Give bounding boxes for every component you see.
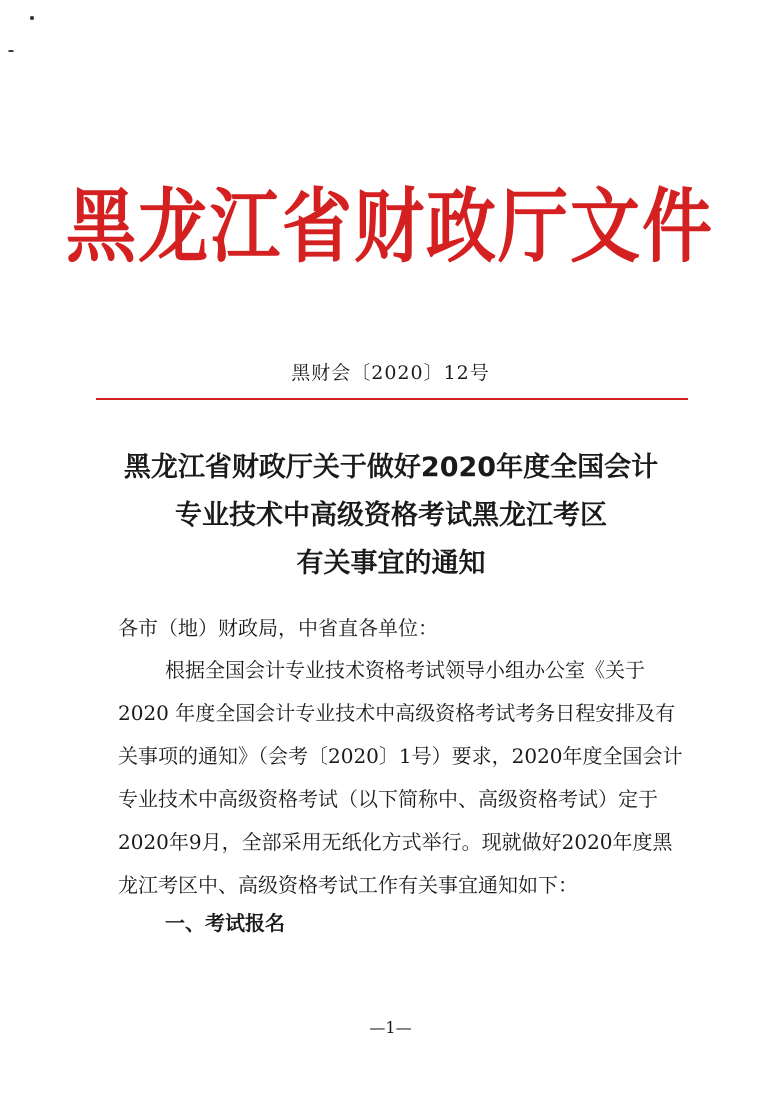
body-line: 2020年9月，全部采用无纸化方式举行。现就做好2020年度黑 [118,830,673,854]
section-heading: 一、考试报名 [165,911,285,935]
body-line: 关事项的通知》（会考〔2020〕1号）要求，2020年度全国会计 [118,744,683,768]
notice-title [80,444,702,588]
notice-title-line: 专业技术中高级资格考试黑龙江考区 [175,500,607,531]
notice-title-line: 黑龙江省财政厅关于做好2020年度全国会计 [123,452,659,483]
body-line: 龙江考区中、高级资格考试工作有关事宜通知如下： [118,873,578,897]
body-line: 根据全国会计专业技术资格考试领导小组办公室《关于 [165,658,645,682]
scan-speck [30,16,34,20]
document-number: 黑财会〔2020〕12号 [291,362,490,384]
notice-title-line: 有关事宜的通知 [296,548,486,579]
body-line: 2020 年度全国会计专业技术中高级资格考试考务日程安排及有 [118,701,676,725]
scan-speck [8,50,14,52]
page-number: —1— [369,1018,412,1037]
red-divider-line [96,398,688,400]
salutation: 各市（地）财政局，中省直各单位： [118,616,438,640]
document-header-title: 黑龙江省财政厅文件 [66,179,714,274]
body-line: 专业技术中高级资格考试（以下简称中、高级资格考试）定于 [118,787,658,811]
